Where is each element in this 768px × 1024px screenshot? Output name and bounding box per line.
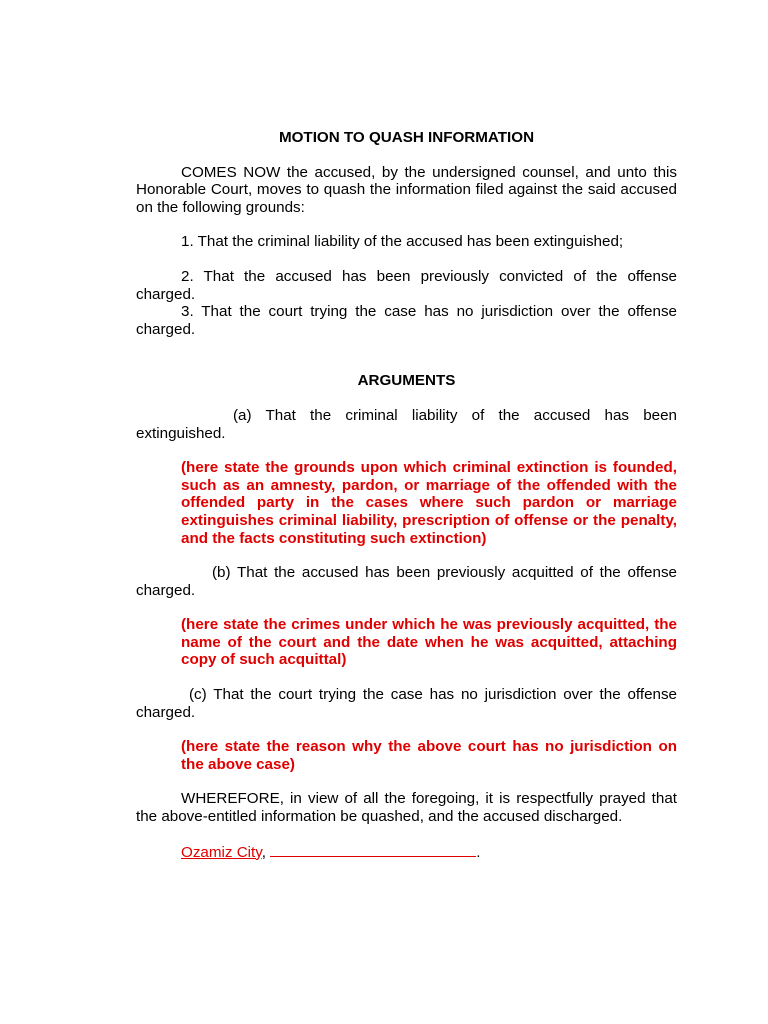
argument-a: (a) That the criminal liability of the accused has been extinguished. [136,406,677,442]
city-name: Ozamiz City [181,843,262,861]
ground-item-3: 3. That the court trying the case has no jurisdiction over the offense charged. [136,303,677,338]
city-separator: , [261,843,266,861]
date-end: . [476,843,481,861]
argument-c: (c) That the court trying the case has no jurisdiction over the offense charged. [136,686,677,721]
ground-item-2: 2. That the accused has been previously convicted of the offense charged. [136,267,677,303]
ground-item-1: 1. That the criminal liability of the accused has been extinguished; [181,233,624,251]
arguments-heading: ARGUMENTS [357,372,456,390]
date-blank-field[interactable] [270,843,476,857]
intro-paragraph: COMES NOW the accused, by the undersigned counsel, and unto this Honorable Court, moves to quash the information filed against the said accused on the following grounds: [136,163,677,216]
argument-b: (b) That the accused has been previously acquitted of the offense charged. [136,564,677,599]
argument-b-note: (here state the crimes under which he was previously acquitted, the name of the court and the date when he was acquitted, attaching copy of such acquittal) [181,616,677,669]
document-title: MOTION TO QUASH INFORMATION [278,129,535,146]
document-page [136,129,677,861]
place-date-line [181,843,677,862]
argument-c-note: (here state the reason why the above court has no jurisdiction on the above case) [181,738,677,773]
prayer-paragraph: WHEREFORE, in view of all the foregoing, it is respectfully prayed that the above-entitled information be quashed, and the accused discharged. [136,790,677,826]
argument-a-note: (here state the grounds upon which criminal extinction is founded, such as an amnesty, pardon, or marriage of the offended with the offended party in the cases where such pardon or marriage extinguishes criminal liability, prescription of offense or the penalty, and the facts constituting such extinction) [181,459,677,547]
